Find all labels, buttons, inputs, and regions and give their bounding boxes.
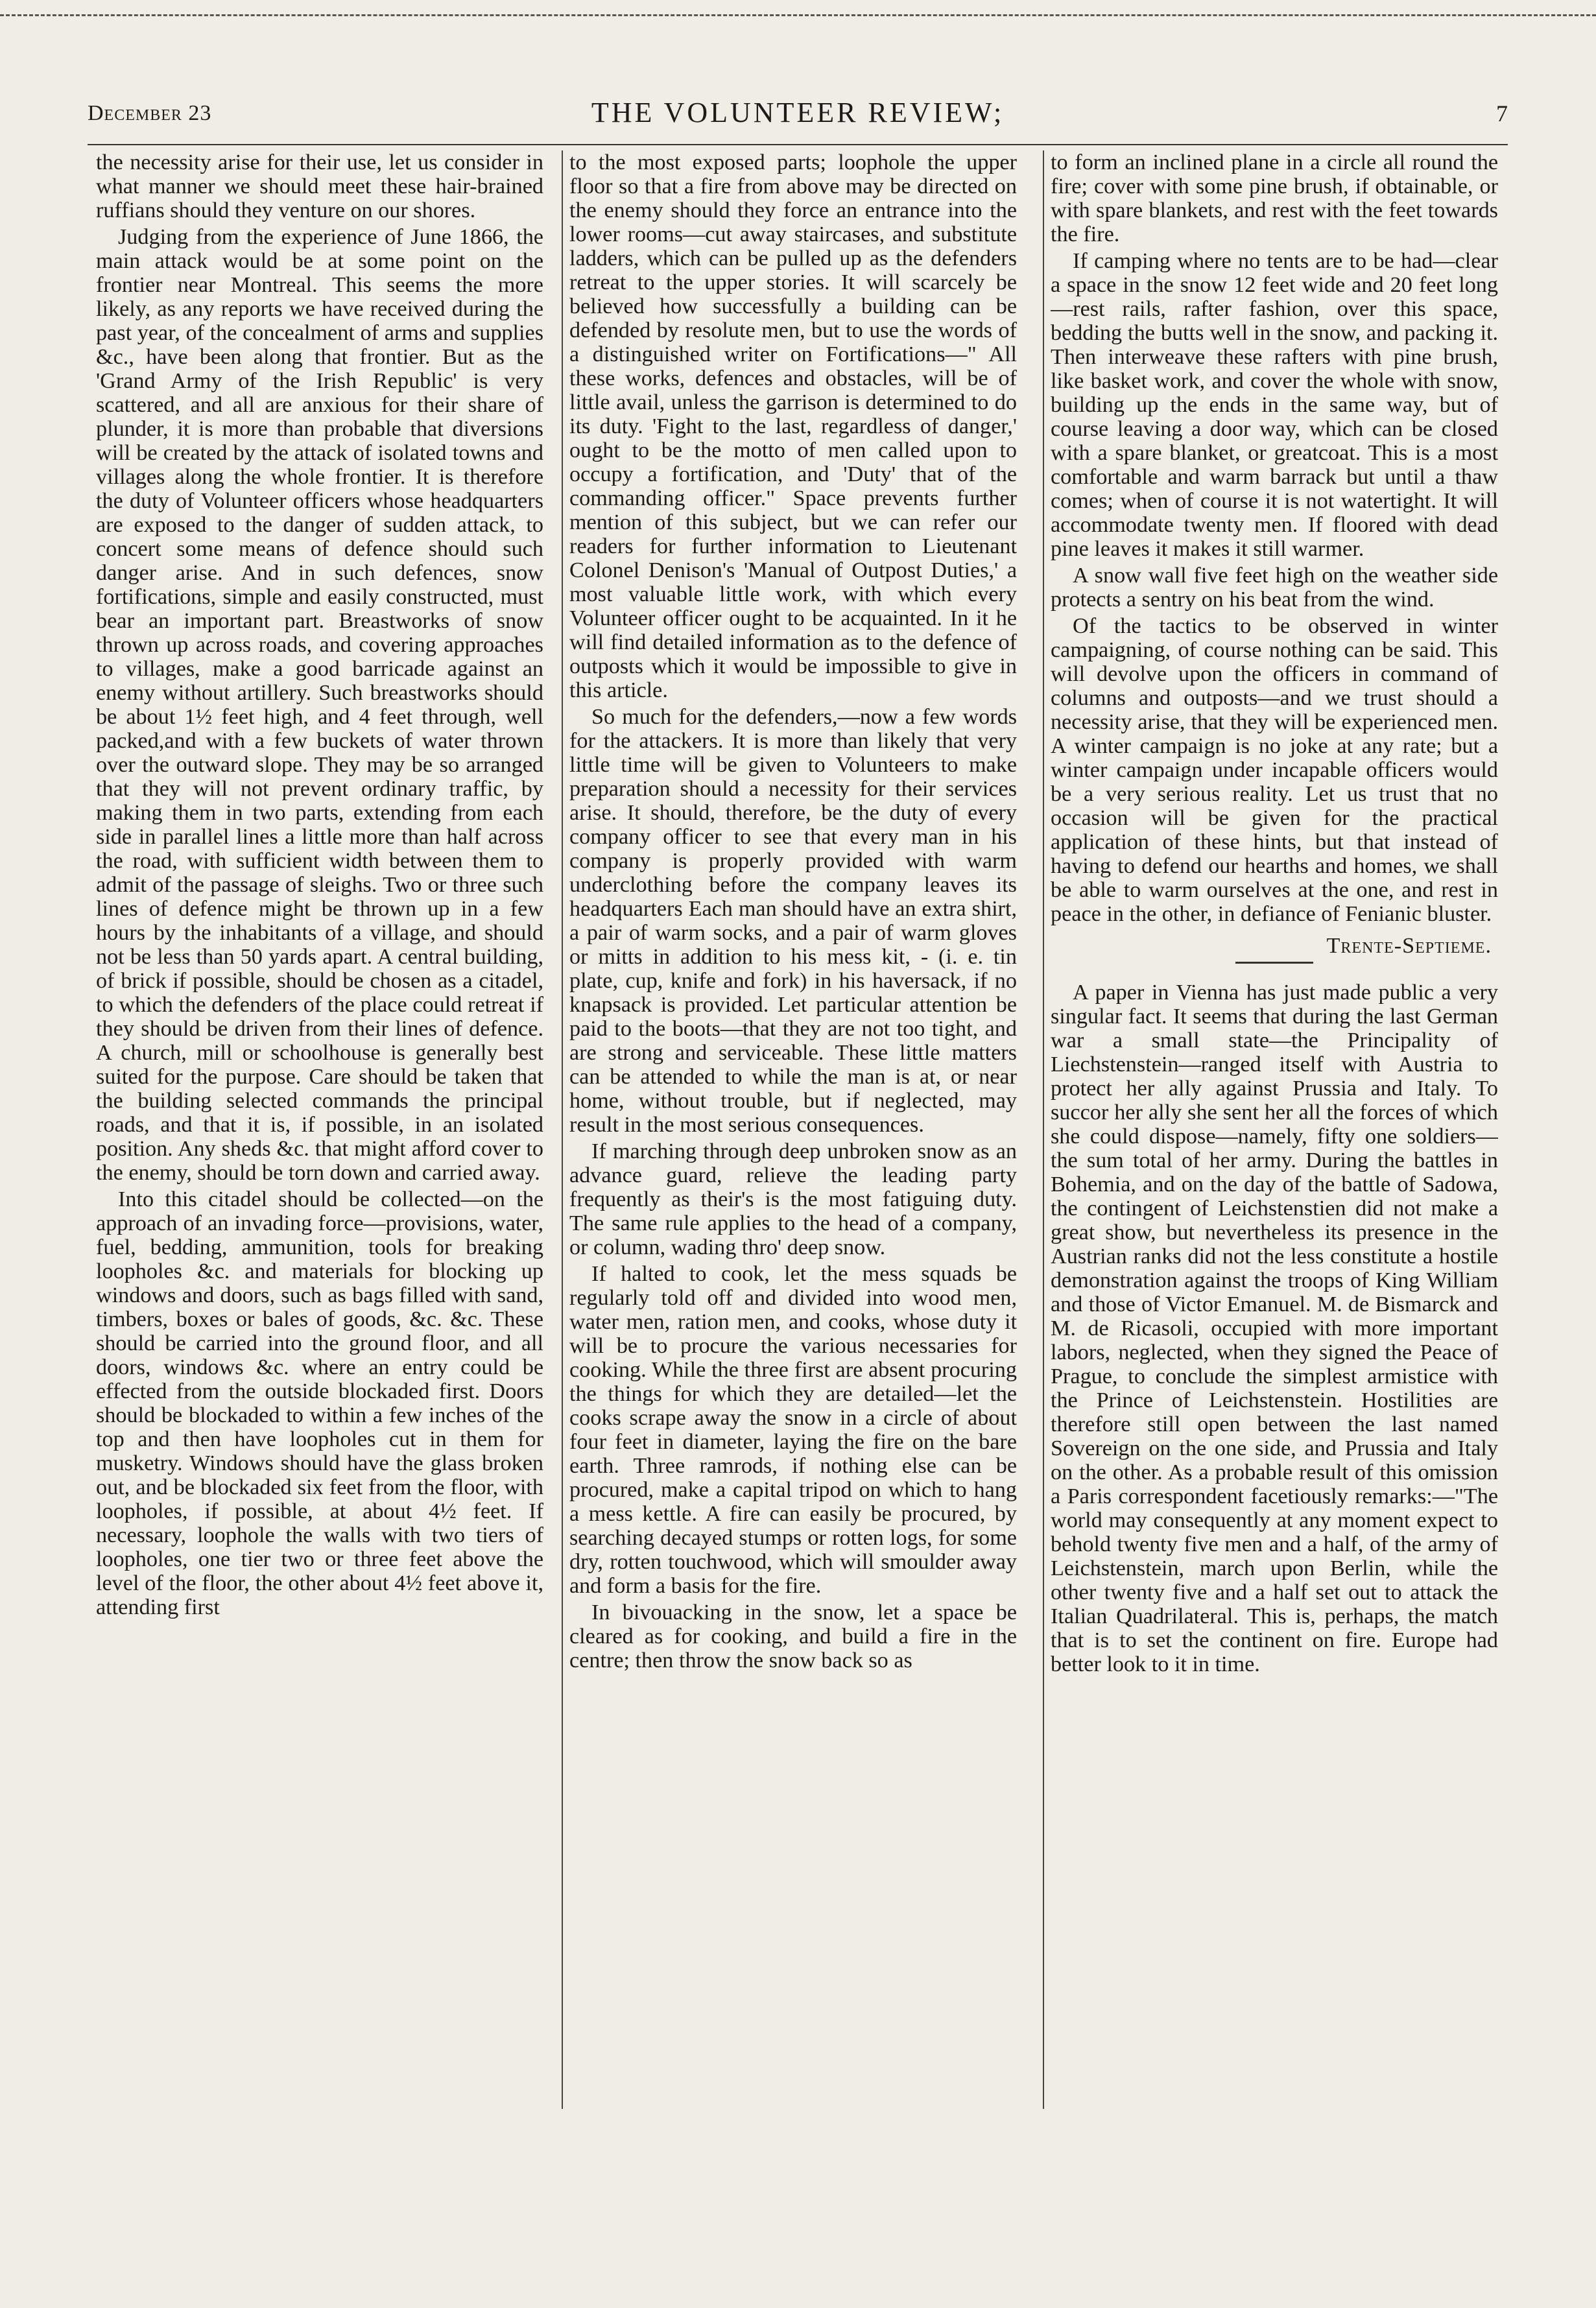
page-number: 7 (1496, 101, 1508, 126)
issue-date: December 23 (88, 101, 212, 125)
paragraph: If camping where no tents are to be had—clear a space in the snow 12 feet wide and 20 feet long—rest rails, rafter fashion, over this space, bedding the butts well in the snow, and packing it. Then interweave these rafters with pine brush, like basket work, and cover the whole with snow, building up the ends in the same way, but of course leaving a door way, which can be closed with a spare blanket, or greatcoat. This is a most comfortable and warm barrack but until a thaw comes; when of course it is not watertight. It will accommodate twenty men. If floored with dead pine leaves it makes it still warmer. (1051, 249, 1498, 561)
paragraph: Into this citadel should be collected—on the approach of an invading force—provisions, water, fuel, bedding, ammunition, tools for breaking loopholes &c. and materials for blocking up windows and doors, such as bags filled with sand, timbers, boxes or bales of goods, &c. &c. These should be carried into the ground floor, and all doors, windows &c. where an entry could be effected from the outside blockaded first. Doors should be blockaded to within a few inches of the top and then have loopholes cut in them for musketry. Windows should have the glass broken out, and be blockaded six feet from the floor, with loopholes, if possible, at about 4½ feet. If necessary, loophole the walls with two tiers of loopholes, one tier two or three feet above the level of the floor, the other about 4½ feet above it, attending first (96, 1187, 543, 1619)
paragraph: A paper in Vienna has just made public a very singular fact. It seems that during the last German war a small state—the Principality of Liechstenstein—ranged itself with Austria to protect her ally against Prussia and Italy. To succor her ally she sent her all the forces of which she could dispose—namely, fifty one soldiers—the sum total of her army. During the battles in Bohemia, and on the day of the battle of Sadowa, the contingent of Leichstenstien did not make a great show, but nevertheless its presence in the Austrian ranks did not the less constitute a hostile demonstration against the troops of King William and those of Victor Emanuel. M. de Bismarck and M. de Ricasoli, occupied with more important labors, neglected, when they signed the Peace of Prague, to conclude the simplest armistice with the Prince of Leichstenstein. Hostilities are therefore still open between the last named Sovereign on the one side, and Prussia and Italy on the other. As a probable result of this omission a Paris correspondent facetiously remarks:—"The world may consequently at any moment expect to behold twenty five men and a half, of the army of Leichstenstein, march upon Berlin, while the other twenty five and a half set out to attack the Italian Quadrilateral. This is, perhaps, the match that is to set the continent on fire. Europe had better look to it in time. (1051, 981, 1498, 1676)
paragraph: So much for the defenders,—now a few words for the attackers. It is more than likely that very little time will be given to Volunteers to make preparation should a necessity for their services arise. It should, therefore, be the duty of every company officer to see that every man in his company is properly provided with warm underclothing before the company leaves its headquarters Each man should have an extra shirt, a pair of warm socks, and a pair of warm gloves or mitts in addition to his mess kit, - (i. e. tin plate, cup, knife and fork) in his haversack, if no knapsack is provided. Let particular attention be paid to the boots—that they are not too tight, and are strong and serviceable. These little matters can be attended to while the man is at, or near home, without trouble, but if neglected, may result in the most serious consequences. (569, 705, 1017, 1137)
paragraph: to form an inclined plane in a circle all round the fire; cover with some pine brush, if obtainable, or with spare blankets, and rest with the feet towards the fire. (1051, 150, 1498, 246)
article-separator (1235, 962, 1313, 964)
paragraph: to the most exposed parts; loophole the upper floor so that a fire from above may be directed on the enemy should they force an entrance into the lower rooms—cut away staircases, and substitute ladders, which can be pulled up as the defenders retreat to the upper stories. It will scarcely be believed how successfully a building can be defended by resolute men, but to use the words of a distinguished writer on Fortifications—" All these works, defences and obstacles, will be of little avail, unless the garrison is determined to do its duty. 'Fight to the last, regardless of danger,' ought to be the motto of men called upon to occupy a fortification, and 'Duty' that of the commanding officer." Space prevents further mention of this subject, but we can refer our readers for further information to Lieutenant Colonel Denison's 'Manual of Outpost Duties,' a most valuable little work, with which every Volunteer officer ought to be acquainted. In it he will find detailed information as to the defence of outposts which it would be impossible to give in this article. (569, 150, 1017, 702)
paragraph: Judging from the experience of June 1866, the main attack would be at some point on the frontier near Montreal. This seems the more likely, as any reports we have received during the past year, of the concealment of arms and supplies &c., have been along that frontier. But as the 'Grand Army of the Irish Republic' is very scattered, and all are anxious for their share of plunder, it is more than probable that diversions will be created by the attack of isolated towns and villages along the whole frontier. It is therefore the duty of Volunteer officers whose headquarters are exposed to the danger of sudden attack, to concert some means of defence should such danger arise. And in such defences, snow fortifications, simple and easily constructed, must bear an important part. Breastworks of snow thrown up across roads, and covering approaches to villages, make a good barricade against an enemy without artillery. Such breastworks should be about 1½ feet high, and 4 feet through, well packed,and with a few buckets of water thrown over the outward slope. They may be so arranged that they will not prevent ordinary traffic, by making them in two parts, extending from each side in parallel lines a little more than half across the road, with sufficient width between them to admit of the passage of sleighs. Two or three such lines of defence might be thrown up in a few hours by the inhabitants of a village, and should not be less than 50 yards apart. A central building, of brick if possible, should be chosen as a citadel, to which the defenders of the place could retreat if they should be driven from their lines of defence. A church, mill or schoolhouse is generally best suited for the purpose. Care should be taken that the building selected commands the principal roads, and that it is, if possible, in an isolated position. Any sheds &c. that might afford cover to the enemy, should be torn down and carried away. (96, 225, 543, 1185)
column-1 (96, 150, 543, 2109)
column-divider (562, 150, 563, 2109)
paragraph: If marching through deep unbroken snow as an advance guard, relieve the leading party frequently as their's is the most fatiguing duty. The same rule applies to the head of a company, or column, wading thro' deep snow. (569, 1139, 1017, 1259)
paragraph: In bivouacking in the snow, let a space be cleared as for cooking, and build a fire in the centre; then throw the snow back so as (569, 1600, 1017, 1672)
author-signature: Trente-Septieme. (1326, 934, 1492, 958)
page-header (88, 96, 1508, 141)
paragraph: If halted to cook, let the mess squads be regularly told off and divided into wood men, water men, ration men, and cooks, whose duty it will be to procure the various necessaries for cooking. While the three first are absent procuring the things for which they are detailed—let the cooks scrape away the snow in a circle of about four feet in diameter, laying the fire on the bare earth. Three ramrods, if nothing else can be procured, make a capital tripod on which to hang a mess kettle. A fire can easily be procured, by searching decayed stumps or rotten logs, for some dry, rotten touchwood, which will smoulder away and form a basis for the fire. (569, 1262, 1017, 1598)
paragraph: Of the tactics to be observed in winter campaigning, of course nothing can be said. This will devolve upon the officers in command of columns and outposts—and we trust should a necessity arise, that they will be experienced men. A winter campaign is no joke at any rate; but a winter campaign under incapable officers would be a very serious reality. Let us trust that no occasion will be given for the practical application of these hints, but that instead of having to defend our hearths and homes, we shall be able to warm ourselves at the one, and rest in peace in the other, in defiance of Fenianic bluster. (1051, 614, 1498, 926)
paragraph: the necessity arise for their use, let us consider in what manner we should meet these hair-brained ruffians should they venture on our shores. (96, 150, 543, 222)
newspaper-title: THE VOLUNTEER REVIEW; (591, 97, 1005, 128)
paragraph: A snow wall five feet high on the weather side protects a sentry on his beat from the wind. (1051, 564, 1498, 612)
header-rule (88, 144, 1508, 145)
column-3 (1051, 150, 1498, 2109)
column-2 (569, 150, 1017, 2109)
column-divider (1043, 150, 1044, 2109)
top-border (0, 14, 1596, 16)
